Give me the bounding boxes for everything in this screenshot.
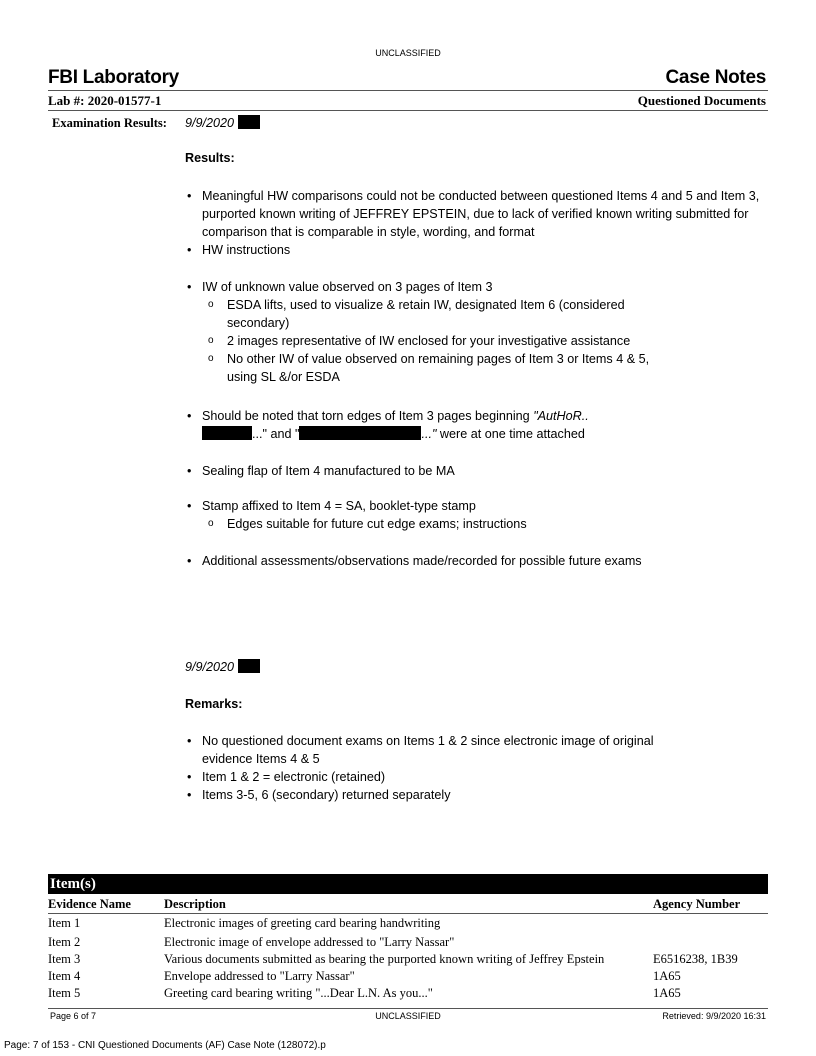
page-number: Page 6 of 7 bbox=[50, 1011, 97, 1021]
quote: "AutHoR.. bbox=[533, 409, 589, 423]
text: were at one time attached bbox=[436, 427, 585, 441]
entry-date: 9/9/2020 bbox=[185, 116, 235, 130]
results-section bbox=[185, 114, 765, 570]
agency-number-cell: 1A65 bbox=[653, 985, 681, 1000]
unit: Questioned Documents bbox=[637, 93, 766, 108]
doc-type: Case Notes bbox=[665, 67, 766, 88]
table-row bbox=[48, 968, 768, 985]
classification-top: UNCLASSIFIED bbox=[375, 48, 441, 58]
col-agency-number: Agency Number bbox=[653, 897, 741, 911]
sub-list-item: o Edges suitable for future cut edge exams; instructions bbox=[185, 515, 765, 533]
sub-list-item: o 2 images representative of IW enclosed for your investigative assistance bbox=[185, 332, 675, 350]
redaction bbox=[299, 426, 421, 440]
agency-number-cell bbox=[653, 914, 768, 934]
viewer-status: Page: 7 of 153 - CNI Questioned Documents (AF) Case Note (128072).p bbox=[4, 1040, 326, 1051]
table-row bbox=[48, 914, 768, 934]
sub-list-item: o No other IW of value observed on remaining pages of Item 3 or Items 4 & 5, using SL &/or ESDA bbox=[185, 350, 675, 386]
list-item: • IW of unknown value observed on 3 pages of Item 3 bbox=[185, 278, 675, 296]
divider bbox=[48, 1008, 768, 1009]
table-header bbox=[48, 896, 768, 914]
items-table bbox=[48, 896, 768, 1002]
list-item bbox=[185, 407, 655, 443]
table-row bbox=[48, 985, 768, 1002]
list-item: • No questioned document exams on Items 1 & 2 since electronic image of original evidence Items 4 & 5 bbox=[185, 732, 655, 768]
lab-title: FBI Laboratory bbox=[48, 67, 179, 88]
list-item: • Sealing flap of Item 4 manufactured to be MA bbox=[185, 462, 765, 480]
description-cell: Electronic images of greeting card bearing handwriting bbox=[164, 916, 441, 931]
evidence-name-cell: Item 5 bbox=[48, 985, 81, 1000]
agency-number-cell bbox=[653, 934, 768, 951]
results-heading: Results: bbox=[185, 151, 235, 165]
sub-list-item: o ESDA lifts, used to visualize & retain IW, designated Item 6 (considered secondary) bbox=[185, 296, 675, 332]
list-item: • Additional assessments/observations made/recorded for possible future exams bbox=[185, 552, 655, 570]
evidence-name-cell: Item 3 bbox=[48, 951, 81, 966]
evidence-name-cell: Item 4 bbox=[48, 968, 81, 983]
description-cell: Electronic image of envelope addressed to "Larry Nassar" bbox=[164, 934, 455, 949]
description-cell: Greeting card bearing writing "...Dear L.N. As you..." bbox=[164, 985, 433, 1000]
entry-date: 9/9/2020 bbox=[185, 660, 235, 674]
divider bbox=[48, 90, 768, 91]
col-evidence-name: Evidence Name bbox=[48, 897, 131, 911]
evidence-name-cell: Item 2 bbox=[48, 934, 81, 949]
description-cell: Various documents submitted as bearing the purported known writing of Jeffrey Epstein bbox=[164, 951, 605, 966]
remarks-heading: Remarks: bbox=[185, 697, 243, 711]
redaction bbox=[238, 659, 260, 673]
list-item: • HW instructions bbox=[185, 241, 765, 259]
list-item: • Meaningful HW comparisons could not be conducted between questioned Items 4 and 5 and Item 3, purported known writing of JEFFREY EPSTEIN, due to lack of verified known writing submitted for comparison that is comparable in style, wording, and format bbox=[185, 187, 765, 241]
table-row bbox=[48, 934, 768, 951]
items-title-bar bbox=[48, 874, 768, 894]
text: ..." bbox=[421, 427, 437, 441]
redaction bbox=[202, 426, 252, 440]
agency-number-cell: E6516238, 1B39 bbox=[653, 951, 738, 966]
remarks-section bbox=[185, 658, 765, 804]
evidence-name-cell: Item 1 bbox=[48, 916, 81, 931]
items-title: Item(s) bbox=[50, 876, 96, 892]
redaction bbox=[238, 115, 260, 129]
list-item: • Item 1 & 2 = electronic (retained) bbox=[185, 768, 655, 786]
agency-number-cell: 1A65 bbox=[653, 968, 681, 983]
lab-number: Lab #: 2020-01577-1 bbox=[48, 93, 162, 108]
table-row bbox=[48, 951, 768, 968]
list-item: • Items 3-5, 6 (secondary) returned separately bbox=[185, 786, 655, 804]
exam-label: Examination Results: bbox=[52, 116, 167, 130]
text: Should be noted that torn edges of Item 3 pages beginning bbox=[202, 409, 534, 423]
description-cell: Envelope addressed to "Larry Nassar" bbox=[164, 968, 355, 983]
retrieved-date: Retrieved: 9/9/2020 16:31 bbox=[662, 1011, 766, 1021]
col-description: Description bbox=[164, 897, 226, 911]
divider bbox=[48, 110, 768, 111]
list-item: • Stamp affixed to Item 4 = SA, booklet-type stamp bbox=[185, 497, 765, 515]
classification-bottom: UNCLASSIFIED bbox=[375, 1011, 441, 1021]
text: ..." and " bbox=[252, 427, 300, 441]
